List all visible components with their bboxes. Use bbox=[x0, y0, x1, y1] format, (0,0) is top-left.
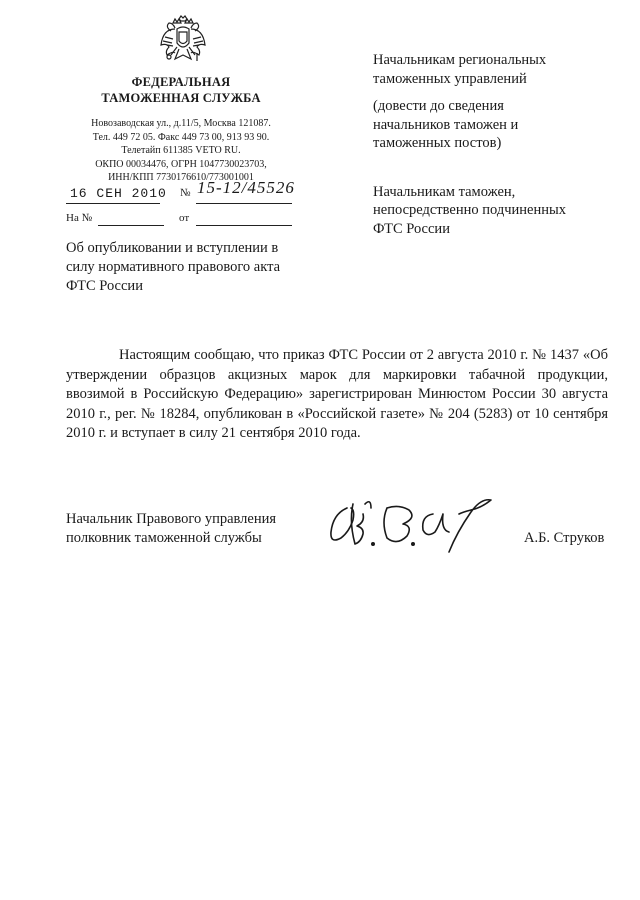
registration-date-stamp: 16 СЕН 2010 bbox=[70, 186, 167, 201]
recipient-note-line: начальников таможен и bbox=[373, 116, 519, 133]
recipient-line: Начальникам региональных bbox=[373, 52, 547, 68]
inn-kpp-line: ИНН/КПП 7730176610/773001001 bbox=[108, 172, 254, 183]
subject-line: силу нормативного правового акта bbox=[66, 259, 281, 275]
teletype-line: Телетайп 611385 VETO RU. bbox=[121, 145, 241, 156]
address-line: Новозаводская ул., д.11/5, Москва 121087. bbox=[91, 118, 271, 129]
recipient-group-regional bbox=[373, 51, 623, 88]
number-label: № bbox=[180, 187, 191, 199]
phone-fax-line: Тел. 449 72 05. Факс 449 73 00, 913 93 90. bbox=[92, 131, 270, 143]
org-name-line: ФЕДЕРАЛЬНАЯ bbox=[131, 75, 231, 89]
reference-date-underline bbox=[196, 225, 292, 226]
recipient-note-line: (довести до сведения bbox=[373, 98, 504, 114]
signer-name: А.Б. Струков bbox=[524, 530, 605, 546]
recipients-block bbox=[373, 51, 623, 238]
recipient-note-line: таможенных постов) bbox=[373, 135, 502, 151]
okpo-ogrn-line: ОКПО 00034476, ОГРН 1047730023703, bbox=[95, 158, 267, 170]
organization-contact-details bbox=[76, 117, 286, 185]
reference-date-label: от bbox=[179, 212, 190, 224]
registration-number-handwritten: 15-12/45526 bbox=[197, 178, 295, 197]
handwritten-signature bbox=[325, 494, 520, 554]
signer-position bbox=[66, 510, 276, 548]
subject-line: Об опубликовании и вступлении в bbox=[66, 240, 279, 256]
recipient-line: таможенных управлений bbox=[373, 70, 527, 87]
reference-number-underline bbox=[98, 225, 164, 226]
recipient-group-customs bbox=[373, 183, 623, 239]
number-underline bbox=[196, 203, 292, 204]
letter-body bbox=[66, 346, 608, 444]
subject-line: ФТС России bbox=[66, 278, 143, 294]
org-name-line: ТАМОЖЕННАЯ СЛУЖБА bbox=[101, 91, 261, 105]
double-headed-eagle-emblem-icon bbox=[159, 15, 207, 69]
reference-number-label: На № bbox=[66, 212, 93, 224]
signer-title-line: полковник таможенной службы bbox=[66, 530, 262, 546]
recipient-note bbox=[373, 97, 623, 153]
body-paragraph: Настоящим сообщаю, что приказ ФТС России от 2 августа 2010 г. № 1437 «Об утверждении образцов акцизных марок для маркировки табачной продукции, ввозимой в Российскую Федерацию» зарегистрирован Минюстом России 30 августа 2010 г., рег. № 18284, опубликован в «Российской газете» № 204 (5283) от 10 сентября 2010 г. и вступает в силу 21 сентября 2010 года. bbox=[66, 347, 608, 441]
recipient-line: Начальникам таможен, bbox=[373, 183, 516, 200]
recipient-line: непосредственно подчиненных bbox=[373, 202, 566, 218]
recipient-line: ФТС России bbox=[373, 220, 450, 237]
signer-title-line: Начальник Правового управления bbox=[66, 511, 277, 527]
letter-subject bbox=[66, 239, 306, 296]
organization-name bbox=[76, 74, 286, 106]
date-underline bbox=[66, 203, 160, 204]
